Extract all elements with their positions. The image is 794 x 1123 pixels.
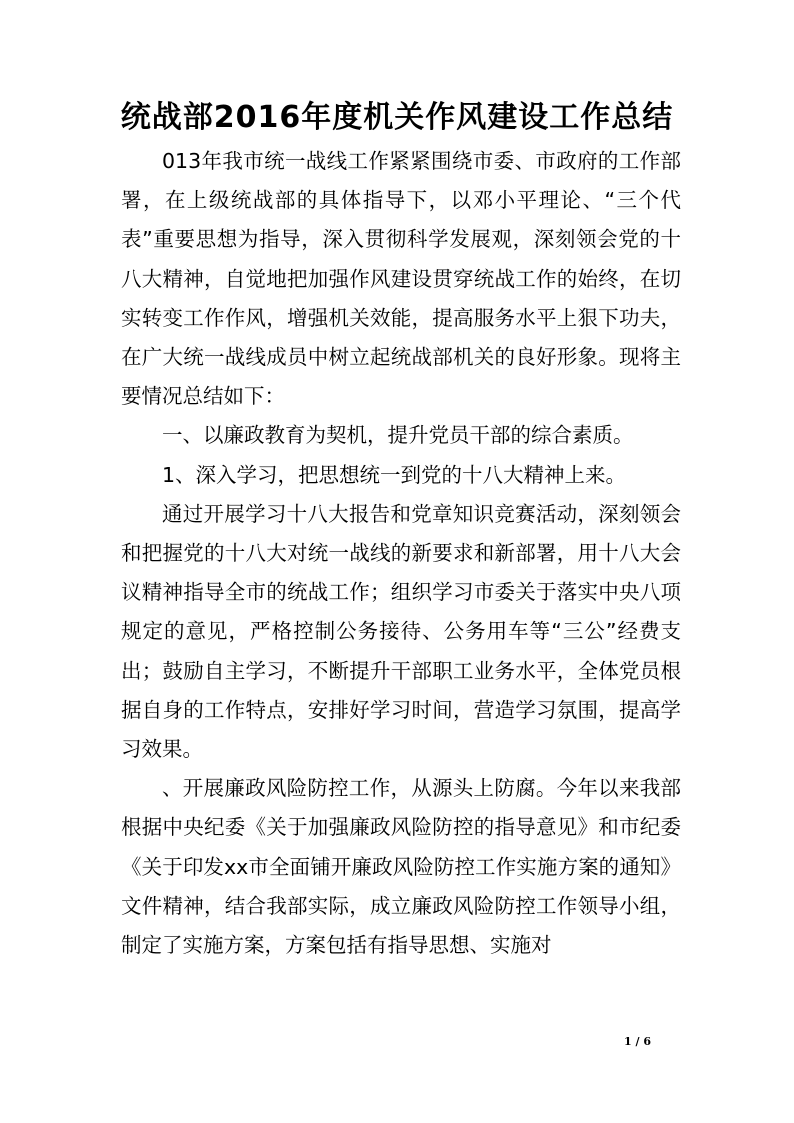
paragraph-section-heading: 一、以廉政教育为契机，提升党员干部的综合素质。 [162, 423, 634, 448]
document-title: 统战部2016年度机关作风建设工作总结 [120, 100, 674, 135]
paragraph-intro: 013年我市统一战线工作紧紧围绕市委、市政府的工作部署，在上级统战部的具体指导下，以邓小平理论、“三个代表”重要思想为指导，深入贯彻科学发展观，深刻领会党的十八大精神，自觉地把加强作风建设贯穿统战工作的始终，在切实转变工作作风，增强机关效能，提高服务水平上狠下功夫，在广大统一战线成员中树立起统战部机关的良好形象。现将主要情况总结如下： [121, 149, 681, 409]
page-number: 1 / 6 [624, 1035, 651, 1048]
paragraph-risk-control: 、开展廉政风险防控工作，从源头上防腐。今年以来我部根据中央纪委《关于加强廉政风险防控的指导意见》和市纪委《关于印发xx市全面铺开廉政风险防控工作实施方案的通知》文件精神，结合我部实际，成立廉政风险防控工作领导小组，制定了实施方案，方案包括有指导思想、实施对 [121, 776, 681, 958]
paragraph-subheading: 1、深入学习，把思想统一到党的十八大精神上来。 [162, 462, 627, 487]
document-body [121, 142, 681, 965]
paragraph-study: 通过开展学习十八大报告和党章知识竞赛活动，深刻领会和把握党的十八大对统一战线的新要求和新部署，用十八大会议精神指导全市的统战工作；组织学习市委关于落实中央八项规定的意见，严格控制公务接待、公务用车等“三公”经费支出；鼓励自主学习，不断提升干部职工业务水平，全体党员根据自身的工作特点，安排好学习时间，营造学习氛围，提高学习效果。 [121, 501, 681, 762]
